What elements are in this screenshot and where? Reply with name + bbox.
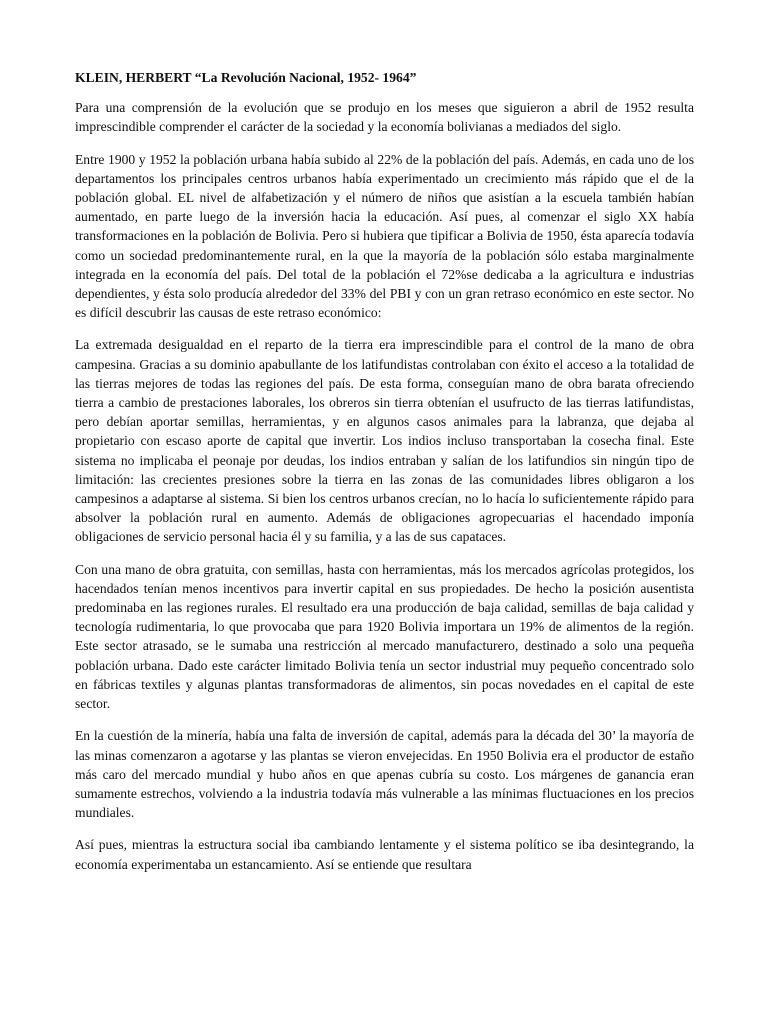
document-page (75, 58, 694, 887)
paragraph-1: Para una comprensión de la evolución que se produjo en los meses que siguieron a abril de 1952 resulta imprescindible comprender el carácter de la sociedad y la economía bolivianas a mediados del siglo. (75, 100, 694, 135)
paragraph-5: En la cuestión de la minería, había una falta de inversión de capital, además para la década del 30’ la mayoría de las minas comenzaron a agotarse y las plantas se vieron envejecidas. En 1950 Bolivia era el productor de estaño más caro del mercado mundial y hubo años en que apenas cubría su costo. Los márgenes de ganancia eran sumamente estrechos, volviendo a la industria todavía más vulnerable a las mínimas fluctuaciones en los precios mundiales. (75, 728, 694, 821)
paragraph-4: Con una mano de obra gratuita, con semillas, hasta con herramientas, más los mercados agrícolas protegidos, los hacendados tenían menos incentivos para invertir capital en sus propiedades. De hecho la posición ausentista predominaba en las regiones rurales. El resultado era una producción de baja calidad, semillas de baja calidad y tecnología rudimentaria, lo que provocaba que para 1920 Bolivia importara un 19% de alimentos de la región. Este sector atrasado, se le sumaba una restricción al mercado manufacturero, destinado a solo una pequeña población urbana. Dado este carácter limitado Bolivia tenía un sector industrial muy pequeño concentrado solo en fábricas textiles y algunas plantas transformadoras de alimentos, sin pocas novedades en el capital de este sector. (75, 561, 694, 712)
paragraph-6: Así pues, mientras la estructura social iba cambiando lentamente y el sistema político se iba desintegrando, la economía experimentaba un estancamiento. Así se entiende que resultara (75, 837, 694, 872)
paragraph-2: Entre 1900 y 1952 la población urbana había subido al 22% de la población del país. Además, en cada uno de los departamentos los principales centros urbanos había experimentado un crecimiento más rápido que el de la población global. EL nivel de alfabetización y el número de niños que asistían a la escuela también habían aumentado, en parte luego de la inversión hacia la educación. Así pues, al comenzar el siglo XX había transformaciones en la población de Bolivia. Pero si hubiera que tipificar a Bolivia de 1950, ésta aparecía todavía como un sociedad predominantemente rural, en la que la mayoría de la población sólo estaba marginalmente integrada en la economía del país. Del total de la población el 72%se dedicaba a la agricultura e industrias dependientes, y ésta solo producía alrededor del 33% del PBI y con un gran retraso económico en este sector. No es difícil descubrir las causas de este retraso económico: (75, 151, 694, 321)
paragraph-3: La extremada desigualdad en el reparto de la tierra era imprescindible para el control de la mano de obra campesina. Gracias a su dominio apabullante de los latifundistas controlaban con éxito el acceso a la totalidad de las tierras mejores de todas las regiones del país. De esta forma, conseguían mano de obra barata ofreciendo tierra a cambio de prestaciones laborales, los obreros sin tierra obtenían el usufructo de las tierras latifundistas, pero debían aportar semillas, herramientas, y en algunos casos animales para la labranza, que dejaba al propietario con escaso aporte de capital que invertir. Los indios incluso transportaban la cosecha final. Este sistema no implicaba el peonaje por deudas, los indios entraban y salían de los latifundios sin ningún tipo de limitación: las crecientes presiones sobre la tierra en las zonas de las comunidades libres obligaron a los campesinos a adaptarse al sistema. Si bien los centros urbanos crecían, no lo hacía lo suficientemente rápido para absolver la población rural en aumento. Además de obligaciones agropecuarias el hacendado imponía obligaciones de servicio personal hacia él y su familia, y a las de sus capataces. (75, 337, 694, 545)
document-title: KLEIN, HERBERT “La Revolución Nacional, 1952- 1964” (75, 70, 417, 85)
